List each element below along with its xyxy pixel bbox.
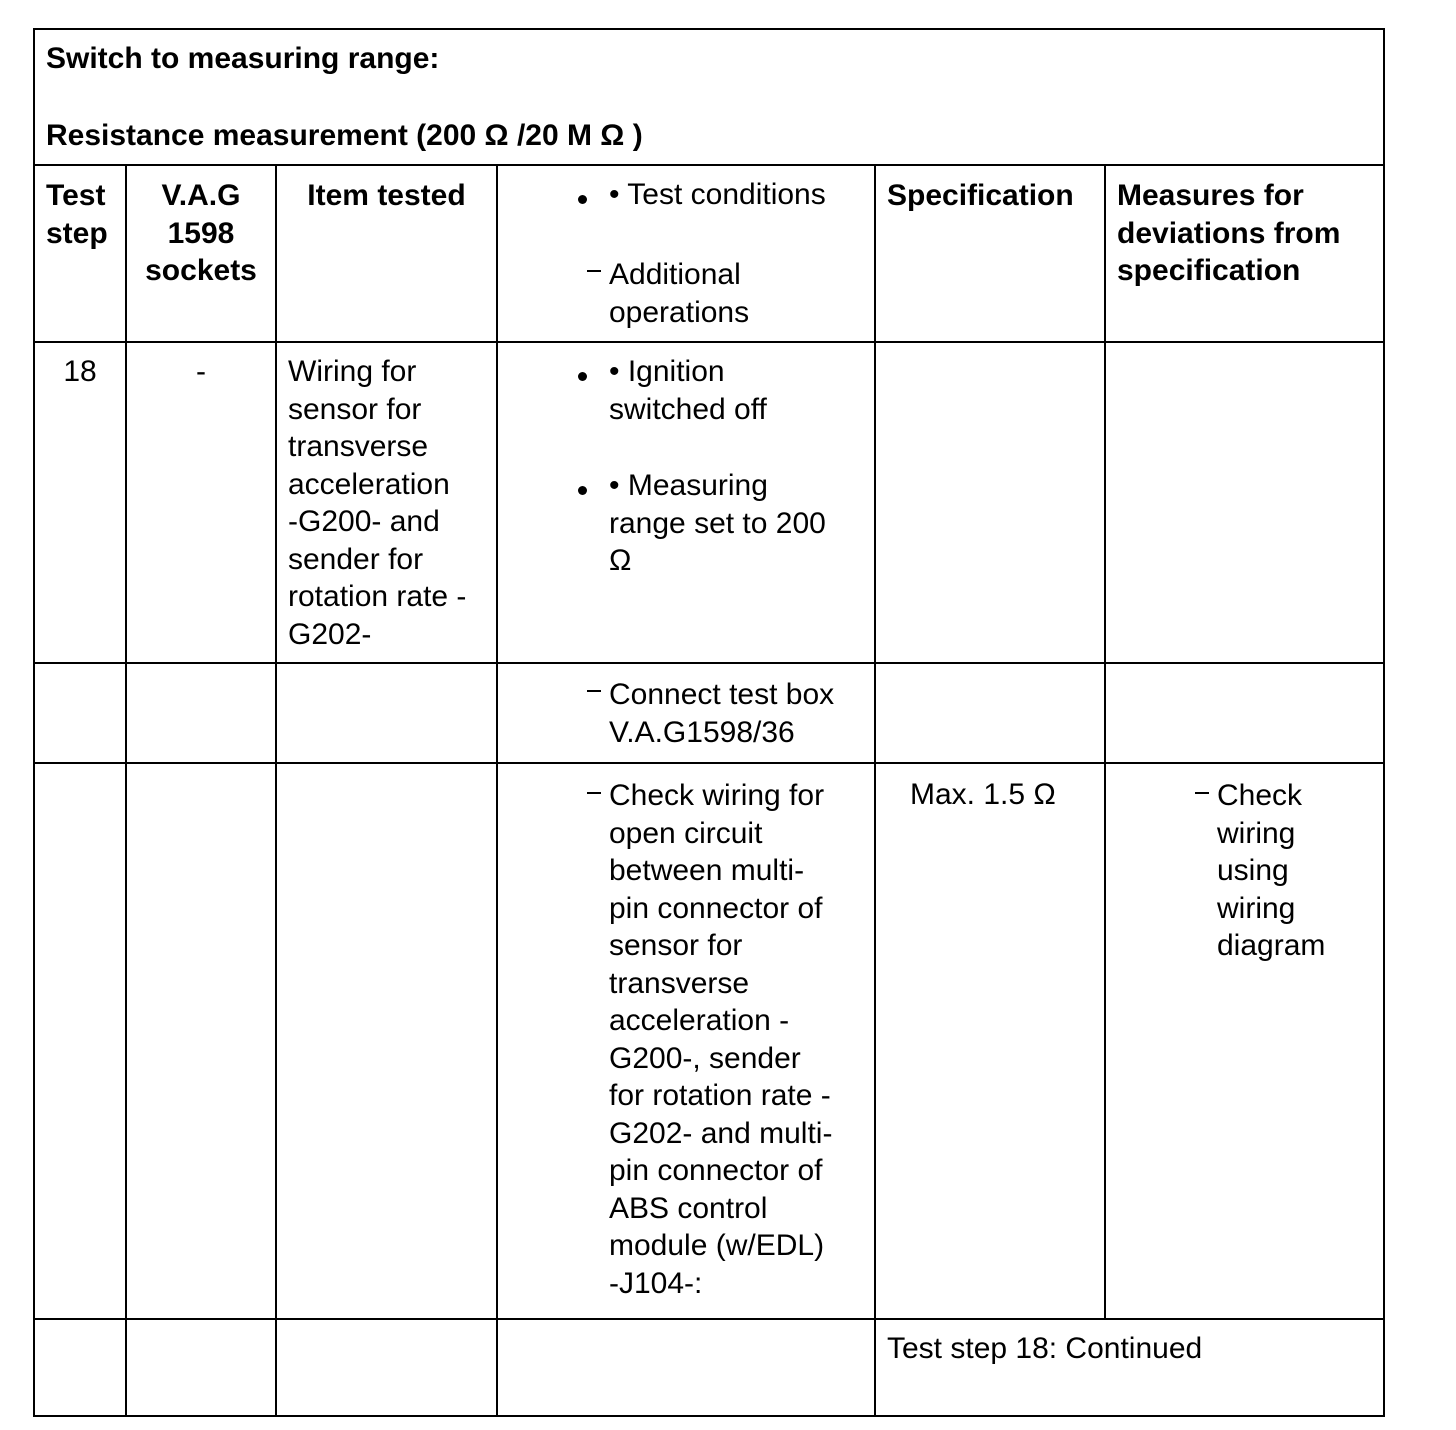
col-specification: Specification: [887, 179, 1074, 212]
socket-value: -: [196, 355, 206, 388]
condition-measuring-range: • Measuring range set to 200 Ω: [609, 469, 826, 577]
row-divider: [33, 762, 1385, 764]
col-additional-operations: Additional operations: [609, 258, 750, 329]
item-tested-text: Wiring for sensor for transverse acceleration -G200- and sender for rotation rate - G202-: [288, 355, 467, 651]
dash-icon: [587, 270, 601, 272]
row-divider: [33, 341, 1385, 343]
dash-icon: [1195, 792, 1209, 794]
col-vag-sockets: V.A.G 1598 sockets: [145, 179, 257, 287]
dash-icon: [587, 792, 601, 794]
test-step-number: 18: [63, 355, 97, 388]
bullet-icon: [578, 195, 587, 204]
col-divider: [874, 164, 876, 1417]
row-divider: [33, 1318, 1385, 1320]
row-divider: [33, 164, 1385, 166]
bullet-icon: [578, 486, 587, 495]
col-test-step: Test step: [46, 179, 108, 250]
specification-value: Max. 1.5 Ω: [910, 778, 1056, 811]
operation-check-wiring: Check wiring for open circuit between multi- pin connector of sensor for transverse acceleration - G200-, sender for rotation rate - G202- and multi- pin connector of ABS control module (w/EDL) -J104-:: [609, 779, 833, 1300]
operation-connect-test-box: Connect test box V.A.G1598/36: [609, 678, 835, 749]
dash-icon: [587, 690, 601, 692]
col-divider: [275, 164, 277, 1417]
header-line-1: Switch to measuring range:: [46, 42, 440, 75]
col-divider: [1104, 164, 1106, 1320]
condition-ignition: • Ignition switched off: [609, 355, 767, 426]
col-measures: Measures for deviations from specification: [1117, 179, 1341, 287]
row-divider: [33, 662, 1385, 664]
header-line-2: Resistance measurement (200 Ω /20 M Ω ): [46, 119, 643, 152]
col-item-tested: Item tested: [307, 179, 466, 212]
col-divider: [496, 164, 498, 1417]
col-test-conditions: • Test conditions: [609, 178, 826, 211]
bullet-icon: [578, 372, 587, 381]
col-divider: [125, 164, 127, 1417]
continued-note: Test step 18: Continued: [887, 1332, 1203, 1365]
measure-text: Check wiring using wiring diagram: [1217, 779, 1326, 962]
